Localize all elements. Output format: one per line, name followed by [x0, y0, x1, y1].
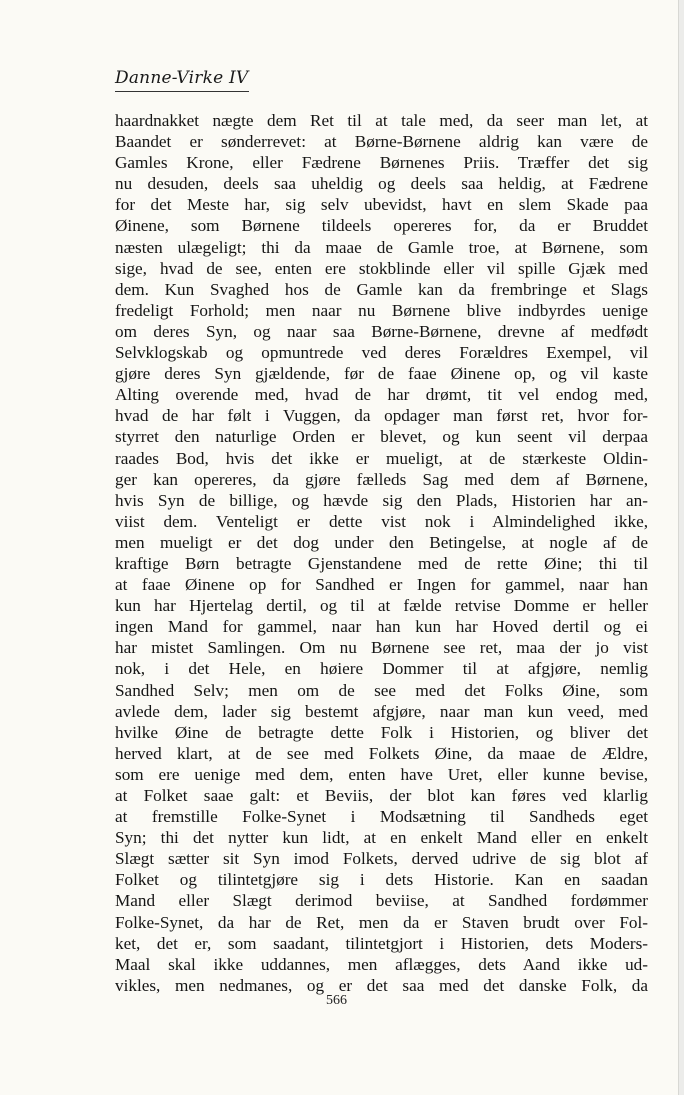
text-line: Gamles Krone, eller Fædrene Børnenes Priis. Træffer det sig: [115, 153, 648, 173]
text-line: viist dem. Venteligt er dette vist nok i Almindelighed ikke,: [115, 511, 648, 531]
text-line: nu desuden, deels saa uheldig og deels saa heldig, at Fædrene: [115, 174, 648, 194]
text-line: haardnakket nægte dem Ret til at tale med, da seer man let, at: [115, 111, 648, 130]
text-line: nok, i det Hele, en høiere Dommer til at afgjøre, nemlig: [115, 659, 648, 679]
text-line: ingen Mand for gammel, naar han kun har Hoved dertil og ei: [115, 617, 648, 637]
text-line: dem. Kun Svaghed hos de Gamle kan da frembringe et Slags: [115, 279, 648, 299]
body-text: [115, 110, 648, 996]
text-line: raades Bod, hvis det ikke er mueligt, at de stærkeste Oldin-: [115, 448, 648, 468]
text-line: Slægt sætter sit Syn imod Folkets, derved udrive de sig blot af: [115, 849, 648, 869]
text-line: Baandet er sønderrevet: at Børne-Børnene aldrig kan være de: [115, 132, 648, 152]
text-line: at Folket saae galt: et Beviis, der blot kan føres ved klarlig: [115, 786, 648, 805]
text-line: Alting overende med, hvad de har drømt, tit vel endog med,: [115, 385, 648, 405]
text-line: avlede dem, lader sig bestemt afgjøre, naar man kun veed, med: [115, 701, 648, 721]
text-line: Folket og tilintetgjøre sig i dets Historie. Kan en saadan: [115, 870, 648, 890]
text-line: at fremstille Folke-Synet i Modsætning til Sandheds eget: [115, 807, 648, 827]
text-line: for det Meste har, sig selv ubevidst, havt en slem Skade paa: [115, 195, 648, 215]
text-line: hvis Syn de billige, og hævde sig den Plads, Historien har an-: [115, 490, 648, 510]
text-line: ket, det er, som saadant, tilintetgjort i Historien, dets Moders-: [115, 933, 648, 953]
text-line: kraftige Børn betragte Gjenstandene med de rette Øine; thi til: [115, 553, 648, 573]
text-line: Mand eller Slægt derimod beviise, at Sandhed fordømmer: [115, 891, 648, 911]
text-line: Folke-Synet, da har de Ret, men da er Staven brudt over Fol-: [115, 912, 648, 932]
text-line: hvilke Øine de betragte dette Folk i Historien, og bliver det: [115, 722, 648, 742]
running-header: Danne-Virke IV: [115, 68, 249, 92]
text-line: Maal skal ikke uddannes, men aflægges, dets Aand ikke ud-: [115, 954, 648, 974]
text-line: ger kan opereres, da gjøre fælleds Sag med dem af Børnene,: [115, 469, 648, 489]
text-line: vikles, men nedmanes, og er det saa med det danske Folk, da: [115, 975, 648, 995]
page-number: 566: [326, 993, 347, 1008]
text-line: Sandhed Selv; men om de see med det Folks Øine, som: [115, 680, 648, 700]
text-line: herved klart, at de see med Folkets Øine, da maae de Ældre,: [115, 743, 648, 763]
text-line: men mueligt er det dog under den Betingelse, at nogle af de: [115, 532, 648, 552]
text-line: fredeligt Forhold; men naar nu Børnene blive indbyrdes uenige: [115, 300, 648, 320]
text-line: gjøre deres Syn gjældende, før de faae Øinene op, og vil kaste: [115, 364, 648, 384]
text-line: som ere uenige med dem, enten have Uret, eller kunne bevise,: [115, 764, 648, 784]
text-line: har mistet Samlingen. Om nu Børnene see ret, maa der jo vist: [115, 638, 648, 658]
text-line: Syn; thi det nytter kun lidt, at en enkelt Mand eller en enkelt: [115, 828, 648, 848]
text-line: sige, hvad de see, enten ere stokblinde eller vil spille Gjæk med: [115, 258, 648, 278]
text-line: hvad de har følt i Vuggen, da opdager man først ret, hvor for-: [115, 406, 648, 426]
text-line: Øinene, som Børnene tildeels opereres for, da er Bruddet: [115, 216, 648, 236]
text-line: styrret den naturlige Orden er blevet, og kun seent vil derpaa: [115, 427, 648, 447]
text-line: næsten ulægeligt; thi da maae de Gamle troe, at Børnene, som: [115, 237, 648, 257]
text-line: Selvklogskab og opmuntrede ved deres Forældres Exempel, vil: [115, 343, 648, 363]
text-line: kun har Hjertelag dertil, og til at fælde retvise Domme er heller: [115, 596, 648, 616]
text-line: at faae Øinene op for Sandhed er Ingen for gammel, naar han: [115, 575, 648, 595]
text-line: om deres Syn, og naar saa Børne-Børnene, drevne af medfødt: [115, 321, 648, 341]
